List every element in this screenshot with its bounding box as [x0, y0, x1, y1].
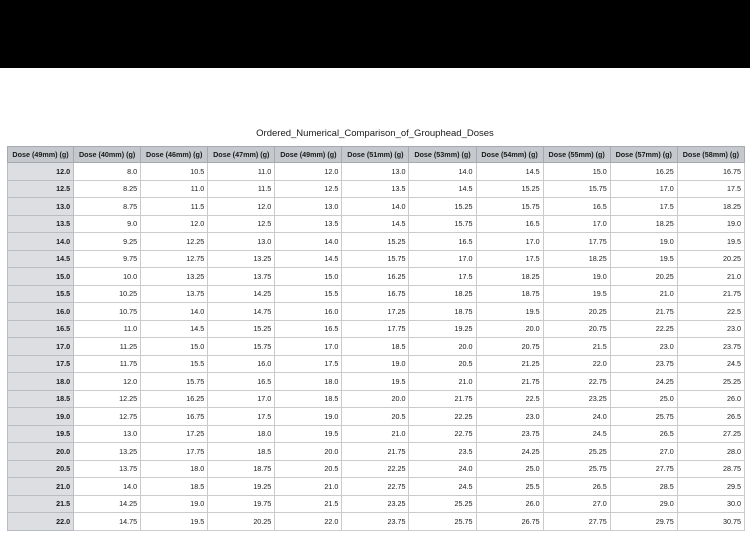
table-cell[interactable]: 11.0 — [74, 320, 141, 338]
table-cell[interactable]: 26.5 — [677, 408, 744, 426]
table-cell[interactable]: 21.0 — [342, 425, 409, 443]
row-header-cell[interactable]: 19.0 — [8, 408, 74, 426]
table-cell[interactable]: 23.5 — [409, 443, 476, 461]
table-cell[interactable]: 22.5 — [476, 390, 543, 408]
row-header-cell[interactable]: 18.5 — [8, 390, 74, 408]
table-cell[interactable]: 25.75 — [409, 513, 476, 531]
table-body — [8, 163, 745, 531]
table-cell[interactable]: 14.0 — [141, 303, 208, 321]
table-cell[interactable]: 17.5 — [409, 268, 476, 286]
table-cell[interactable]: 16.0 — [208, 355, 275, 373]
table-cell[interactable]: 28.5 — [610, 478, 677, 496]
table-row — [8, 163, 745, 181]
table-cell[interactable]: 26.5 — [610, 425, 677, 443]
table-cell[interactable]: 21.5 — [543, 338, 610, 356]
table-cell[interactable]: 19.5 — [141, 513, 208, 531]
table-cell[interactable]: 29.0 — [610, 495, 677, 513]
table-cell[interactable]: 27.75 — [610, 460, 677, 478]
table-cell[interactable]: 9.75 — [74, 250, 141, 268]
table-cell[interactable]: 14.0 — [342, 198, 409, 216]
table-cell[interactable]: 12.25 — [74, 390, 141, 408]
table-cell[interactable]: 18.5 — [342, 338, 409, 356]
table-cell[interactable]: 10.75 — [74, 303, 141, 321]
row-header-cell[interactable]: 15.0 — [8, 268, 74, 286]
table-cell[interactable]: 10.25 — [74, 285, 141, 303]
table-cell[interactable]: 14.5 — [141, 320, 208, 338]
row-header-cell[interactable]: 13.0 — [8, 198, 74, 216]
row-header-cell[interactable]: 12.5 — [8, 180, 74, 198]
table-cell[interactable]: 12.5 — [275, 180, 342, 198]
table-cell[interactable]: 16.5 — [275, 320, 342, 338]
table-cell[interactable]: 28.75 — [677, 460, 744, 478]
table-cell[interactable]: 30.0 — [677, 495, 744, 513]
table-cell[interactable]: 14.75 — [74, 513, 141, 531]
table-cell[interactable]: 25.25 — [409, 495, 476, 513]
table-row — [8, 408, 745, 426]
table-cell[interactable]: 13.5 — [342, 180, 409, 198]
table-cell[interactable]: 19.25 — [409, 320, 476, 338]
table-cell[interactable]: 21.25 — [476, 355, 543, 373]
table-cell[interactable]: 16.25 — [141, 390, 208, 408]
column-header[interactable]: Dose (57mm) (g) — [610, 147, 677, 163]
table-cell[interactable]: 24.5 — [543, 425, 610, 443]
table-cell[interactable]: 21.75 — [342, 443, 409, 461]
table-cell[interactable]: 19.0 — [141, 495, 208, 513]
table-cell[interactable]: 19.0 — [543, 268, 610, 286]
table-cell[interactable]: 16.75 — [141, 408, 208, 426]
row-header-cell[interactable]: 13.5 — [8, 215, 74, 233]
table-cell[interactable]: 13.75 — [208, 268, 275, 286]
table-cell[interactable]: 17.0 — [543, 215, 610, 233]
table-cell[interactable]: 20.0 — [342, 390, 409, 408]
table-cell[interactable]: 13.0 — [342, 163, 409, 181]
table-cell[interactable]: 15.25 — [208, 320, 275, 338]
table-cell[interactable]: 11.5 — [141, 198, 208, 216]
table-cell[interactable]: 22.0 — [543, 355, 610, 373]
table-cell[interactable]: 21.75 — [409, 390, 476, 408]
table-cell[interactable]: 23.75 — [342, 513, 409, 531]
row-header-cell[interactable]: 20.5 — [8, 460, 74, 478]
table-cell[interactable]: 16.25 — [610, 163, 677, 181]
table-cell[interactable]: 10.0 — [74, 268, 141, 286]
table-cell[interactable]: 18.5 — [208, 443, 275, 461]
table-cell[interactable]: 24.0 — [543, 408, 610, 426]
table-cell[interactable]: 18.0 — [141, 460, 208, 478]
table-cell[interactable]: 15.0 — [543, 163, 610, 181]
table-cell[interactable]: 8.0 — [74, 163, 141, 181]
table-cell[interactable]: 25.25 — [543, 443, 610, 461]
table-cell[interactable]: 14.5 — [342, 215, 409, 233]
table-row — [8, 390, 745, 408]
table-cell[interactable]: 14.0 — [275, 233, 342, 251]
table-cell[interactable]: 21.0 — [677, 268, 744, 286]
table-cell[interactable]: 23.25 — [543, 390, 610, 408]
table-cell[interactable]: 16.25 — [342, 268, 409, 286]
table-cell[interactable]: 12.0 — [74, 373, 141, 391]
table-cell[interactable]: 19.5 — [476, 303, 543, 321]
table-cell[interactable]: 22.75 — [409, 425, 476, 443]
table-cell[interactable]: 19.0 — [342, 355, 409, 373]
table-cell[interactable]: 15.75 — [342, 250, 409, 268]
table-cell[interactable]: 11.5 — [208, 180, 275, 198]
table-cell[interactable]: 22.75 — [342, 478, 409, 496]
table-cell[interactable]: 12.5 — [208, 215, 275, 233]
table-cell[interactable]: 21.0 — [610, 285, 677, 303]
table-cell[interactable]: 8.25 — [74, 180, 141, 198]
table-cell[interactable]: 18.0 — [208, 425, 275, 443]
table-cell[interactable]: 14.5 — [476, 163, 543, 181]
table-cell[interactable]: 20.0 — [476, 320, 543, 338]
table-cell[interactable]: 12.75 — [141, 250, 208, 268]
table-cell[interactable]: 18.5 — [275, 390, 342, 408]
table-cell[interactable]: 16.75 — [342, 285, 409, 303]
table-cell[interactable]: 19.0 — [677, 215, 744, 233]
table-cell[interactable]: 22.5 — [677, 303, 744, 321]
table-cell[interactable]: 26.5 — [543, 478, 610, 496]
table-row — [8, 460, 745, 478]
table-cell[interactable]: 20.0 — [275, 443, 342, 461]
table-cell[interactable]: 13.25 — [74, 443, 141, 461]
row-header-cell[interactable]: 21.0 — [8, 478, 74, 496]
table-cell[interactable]: 14.0 — [409, 163, 476, 181]
table-cell[interactable]: 19.5 — [610, 250, 677, 268]
table-cell[interactable]: 19.75 — [208, 495, 275, 513]
table-cell[interactable]: 9.0 — [74, 215, 141, 233]
table-cell[interactable]: 21.75 — [610, 303, 677, 321]
table-cell[interactable]: 17.0 — [610, 180, 677, 198]
table-cell[interactable]: 12.0 — [275, 163, 342, 181]
column-header[interactable]: Dose (55mm) (g) — [543, 147, 610, 163]
table-cell[interactable]: 17.0 — [275, 338, 342, 356]
table-cell[interactable]: 15.0 — [275, 268, 342, 286]
table-cell[interactable]: 17.5 — [610, 198, 677, 216]
table-cell[interactable]: 21.75 — [476, 373, 543, 391]
table-cell[interactable]: 17.5 — [476, 250, 543, 268]
row-header-cell[interactable]: 22.0 — [8, 513, 74, 531]
column-header[interactable]: Dose (58mm) (g) — [677, 147, 744, 163]
table-row — [8, 513, 745, 531]
table-cell[interactable]: 28.0 — [677, 443, 744, 461]
table-cell[interactable]: 17.25 — [141, 425, 208, 443]
table-cell[interactable]: 11.25 — [74, 338, 141, 356]
table-cell[interactable]: 18.25 — [543, 250, 610, 268]
table-cell[interactable]: 22.0 — [275, 513, 342, 531]
table-cell[interactable]: 20.0 — [409, 338, 476, 356]
table-cell[interactable]: 20.25 — [610, 268, 677, 286]
row-header-cell[interactable]: 14.5 — [8, 250, 74, 268]
table-cell[interactable]: 18.75 — [409, 303, 476, 321]
table-cell[interactable]: 30.75 — [677, 513, 744, 531]
table-cell[interactable]: 14.75 — [208, 303, 275, 321]
table-cell[interactable]: 20.5 — [409, 355, 476, 373]
table-row — [8, 198, 745, 216]
table-cell[interactable]: 16.5 — [409, 233, 476, 251]
table-row — [8, 285, 745, 303]
table-cell[interactable]: 27.0 — [543, 495, 610, 513]
row-header-cell[interactable]: 14.0 — [8, 233, 74, 251]
table-cell[interactable]: 19.5 — [677, 233, 744, 251]
table-cell[interactable]: 23.75 — [476, 425, 543, 443]
table-cell[interactable]: 22.25 — [409, 408, 476, 426]
table-cell[interactable]: 19.5 — [543, 285, 610, 303]
table-cell[interactable]: 20.25 — [543, 303, 610, 321]
table-cell[interactable]: 17.75 — [543, 233, 610, 251]
row-header-cell[interactable]: 21.5 — [8, 495, 74, 513]
table-row — [8, 425, 745, 443]
table-cell[interactable]: 25.0 — [476, 460, 543, 478]
table-cell[interactable]: 18.25 — [677, 198, 744, 216]
row-header-cell[interactable]: 12.0 — [8, 163, 74, 181]
table-cell[interactable]: 15.75 — [543, 180, 610, 198]
row-header-cell[interactable]: 17.5 — [8, 355, 74, 373]
table-cell[interactable]: 23.0 — [476, 408, 543, 426]
table-cell[interactable]: 26.0 — [677, 390, 744, 408]
table-cell[interactable]: 25.75 — [543, 460, 610, 478]
table-cell[interactable]: 22.75 — [543, 373, 610, 391]
table-cell[interactable]: 19.25 — [208, 478, 275, 496]
table-cell[interactable]: 15.75 — [409, 215, 476, 233]
table-row — [8, 338, 745, 356]
table-cell[interactable]: 13.5 — [275, 215, 342, 233]
table-cell[interactable]: 13.0 — [208, 233, 275, 251]
table-cell[interactable]: 9.25 — [74, 233, 141, 251]
table-cell[interactable]: 18.25 — [610, 215, 677, 233]
table-cell[interactable]: 18.0 — [275, 373, 342, 391]
table-cell[interactable]: 10.5 — [141, 163, 208, 181]
row-header-cell[interactable]: 16.0 — [8, 303, 74, 321]
row-header-cell[interactable]: 20.0 — [8, 443, 74, 461]
table-cell[interactable]: 22.25 — [342, 460, 409, 478]
table-cell[interactable]: 11.0 — [141, 180, 208, 198]
table-cell[interactable]: 17.75 — [141, 443, 208, 461]
column-header[interactable]: Dose (47mm) (g) — [208, 147, 275, 163]
table-cell[interactable]: 23.25 — [342, 495, 409, 513]
table-cell[interactable]: 20.5 — [275, 460, 342, 478]
table-cell[interactable]: 13.0 — [275, 198, 342, 216]
table-cell[interactable]: 27.25 — [677, 425, 744, 443]
table-cell[interactable]: 27.75 — [543, 513, 610, 531]
table-cell[interactable]: 17.0 — [208, 390, 275, 408]
row-header-cell[interactable]: 16.5 — [8, 320, 74, 338]
table-cell[interactable]: 23.75 — [677, 338, 744, 356]
table-cell[interactable]: 21.5 — [275, 495, 342, 513]
table-row — [8, 495, 745, 513]
table-cell[interactable]: 20.25 — [677, 250, 744, 268]
table-cell[interactable]: 12.0 — [208, 198, 275, 216]
table-cell[interactable]: 24.25 — [610, 373, 677, 391]
dose-comparison-table — [7, 146, 745, 531]
table-cell[interactable]: 15.25 — [409, 198, 476, 216]
table-cell[interactable]: 21.0 — [275, 478, 342, 496]
table-cell[interactable]: 14.25 — [74, 495, 141, 513]
table-cell[interactable]: 23.0 — [610, 338, 677, 356]
table-cell[interactable]: 19.5 — [275, 425, 342, 443]
column-header[interactable]: Dose (54mm) (g) — [476, 147, 543, 163]
table-cell[interactable]: 23.75 — [610, 355, 677, 373]
table-cell[interactable]: 17.5 — [275, 355, 342, 373]
table-cell[interactable]: 17.25 — [342, 303, 409, 321]
table-cell[interactable]: 12.75 — [74, 408, 141, 426]
table-row — [8, 268, 745, 286]
row-header-cell[interactable]: 19.5 — [8, 425, 74, 443]
table-cell[interactable]: 16.0 — [275, 303, 342, 321]
table-row — [8, 250, 745, 268]
table-cell[interactable]: 15.75 — [476, 198, 543, 216]
table-cell[interactable]: 21.0 — [409, 373, 476, 391]
column-header[interactable]: Dose (53mm) (g) — [409, 147, 476, 163]
table-cell[interactable]: 17.5 — [208, 408, 275, 426]
table-cell[interactable]: 15.5 — [141, 355, 208, 373]
table-cell[interactable]: 26.75 — [476, 513, 543, 531]
column-header[interactable]: Dose (51mm) (g) — [342, 147, 409, 163]
table-cell[interactable]: 12.0 — [141, 215, 208, 233]
table-cell[interactable]: 20.25 — [208, 513, 275, 531]
table-cell[interactable]: 25.75 — [610, 408, 677, 426]
table-row — [8, 320, 745, 338]
table-cell[interactable]: 14.0 — [74, 478, 141, 496]
table-cell[interactable]: 29.75 — [610, 513, 677, 531]
column-header[interactable]: Dose (40mm) (g) — [74, 147, 141, 163]
table-cell[interactable]: 15.75 — [208, 338, 275, 356]
table-row — [8, 478, 745, 496]
table-cell[interactable]: 17.0 — [409, 250, 476, 268]
table-cell[interactable]: 25.25 — [677, 373, 744, 391]
table-cell[interactable]: 18.75 — [476, 285, 543, 303]
table-cell[interactable]: 15.25 — [342, 233, 409, 251]
top-black-bar — [0, 0, 750, 68]
table-cell[interactable]: 11.0 — [208, 163, 275, 181]
table-cell[interactable]: 14.5 — [275, 250, 342, 268]
table-cell[interactable]: 11.75 — [74, 355, 141, 373]
table-cell[interactable]: 13.25 — [141, 268, 208, 286]
table-cell[interactable]: 15.5 — [275, 285, 342, 303]
table-cell[interactable]: 22.25 — [610, 320, 677, 338]
table-cell[interactable]: 18.25 — [476, 268, 543, 286]
table-cell[interactable]: 19.5 — [342, 373, 409, 391]
table-cell[interactable]: 24.5 — [409, 478, 476, 496]
table-row — [8, 233, 745, 251]
table-cell[interactable]: 18.75 — [208, 460, 275, 478]
table-cell[interactable]: 26.0 — [476, 495, 543, 513]
row-header-cell[interactable]: 15.5 — [8, 285, 74, 303]
table-cell[interactable]: 20.75 — [476, 338, 543, 356]
table-row — [8, 180, 745, 198]
table-row — [8, 373, 745, 391]
table-cell[interactable]: 12.25 — [141, 233, 208, 251]
table-row — [8, 303, 745, 321]
table-cell[interactable]: 13.75 — [141, 285, 208, 303]
table-cell[interactable]: 8.75 — [74, 198, 141, 216]
row-header-cell[interactable]: 17.0 — [8, 338, 74, 356]
table-cell[interactable]: 18.5 — [141, 478, 208, 496]
table-row — [8, 355, 745, 373]
table-cell[interactable]: 13.25 — [208, 250, 275, 268]
table-cell[interactable]: 24.0 — [409, 460, 476, 478]
table-cell[interactable]: 19.0 — [275, 408, 342, 426]
table-cell[interactable]: 14.5 — [409, 180, 476, 198]
column-header[interactable]: Dose (49mm) (g) — [275, 147, 342, 163]
table-cell[interactable]: 21.75 — [677, 285, 744, 303]
table-row — [8, 215, 745, 233]
table-cell[interactable]: 16.75 — [677, 163, 744, 181]
table-row — [8, 443, 745, 461]
table-cell[interactable]: 24.5 — [677, 355, 744, 373]
table-cell[interactable]: 15.25 — [476, 180, 543, 198]
table-cell[interactable]: 25.5 — [476, 478, 543, 496]
table-cell[interactable]: 16.5 — [476, 215, 543, 233]
row-header-cell[interactable]: 18.0 — [8, 373, 74, 391]
table-cell[interactable]: 18.25 — [409, 285, 476, 303]
table-cell[interactable]: 15.75 — [141, 373, 208, 391]
table-cell[interactable]: 17.5 — [677, 180, 744, 198]
sheet-title: Ordered_Numerical_Comparison_of_Grouphead_Doses — [256, 128, 494, 139]
table-cell[interactable]: 13.0 — [74, 425, 141, 443]
table-cell[interactable]: 17.0 — [476, 233, 543, 251]
table-cell[interactable]: 16.5 — [208, 373, 275, 391]
table-cell[interactable]: 25.0 — [610, 390, 677, 408]
table-cell[interactable]: 13.75 — [74, 460, 141, 478]
column-header[interactable]: Dose (46mm) (g) — [141, 147, 208, 163]
table-cell[interactable]: 14.25 — [208, 285, 275, 303]
table-cell[interactable]: 19.0 — [610, 233, 677, 251]
table-cell[interactable]: 16.5 — [543, 198, 610, 216]
table-cell[interactable]: 17.75 — [342, 320, 409, 338]
table-cell[interactable]: 23.0 — [677, 320, 744, 338]
table-cell[interactable]: 27.0 — [610, 443, 677, 461]
header-row — [8, 147, 745, 163]
table-cell[interactable]: 15.0 — [141, 338, 208, 356]
column-header[interactable]: Dose (49mm) (g) — [8, 147, 74, 163]
table-cell[interactable]: 20.75 — [543, 320, 610, 338]
table-cell[interactable]: 20.5 — [342, 408, 409, 426]
table-cell[interactable]: 29.5 — [677, 478, 744, 496]
table-cell[interactable]: 24.25 — [476, 443, 543, 461]
